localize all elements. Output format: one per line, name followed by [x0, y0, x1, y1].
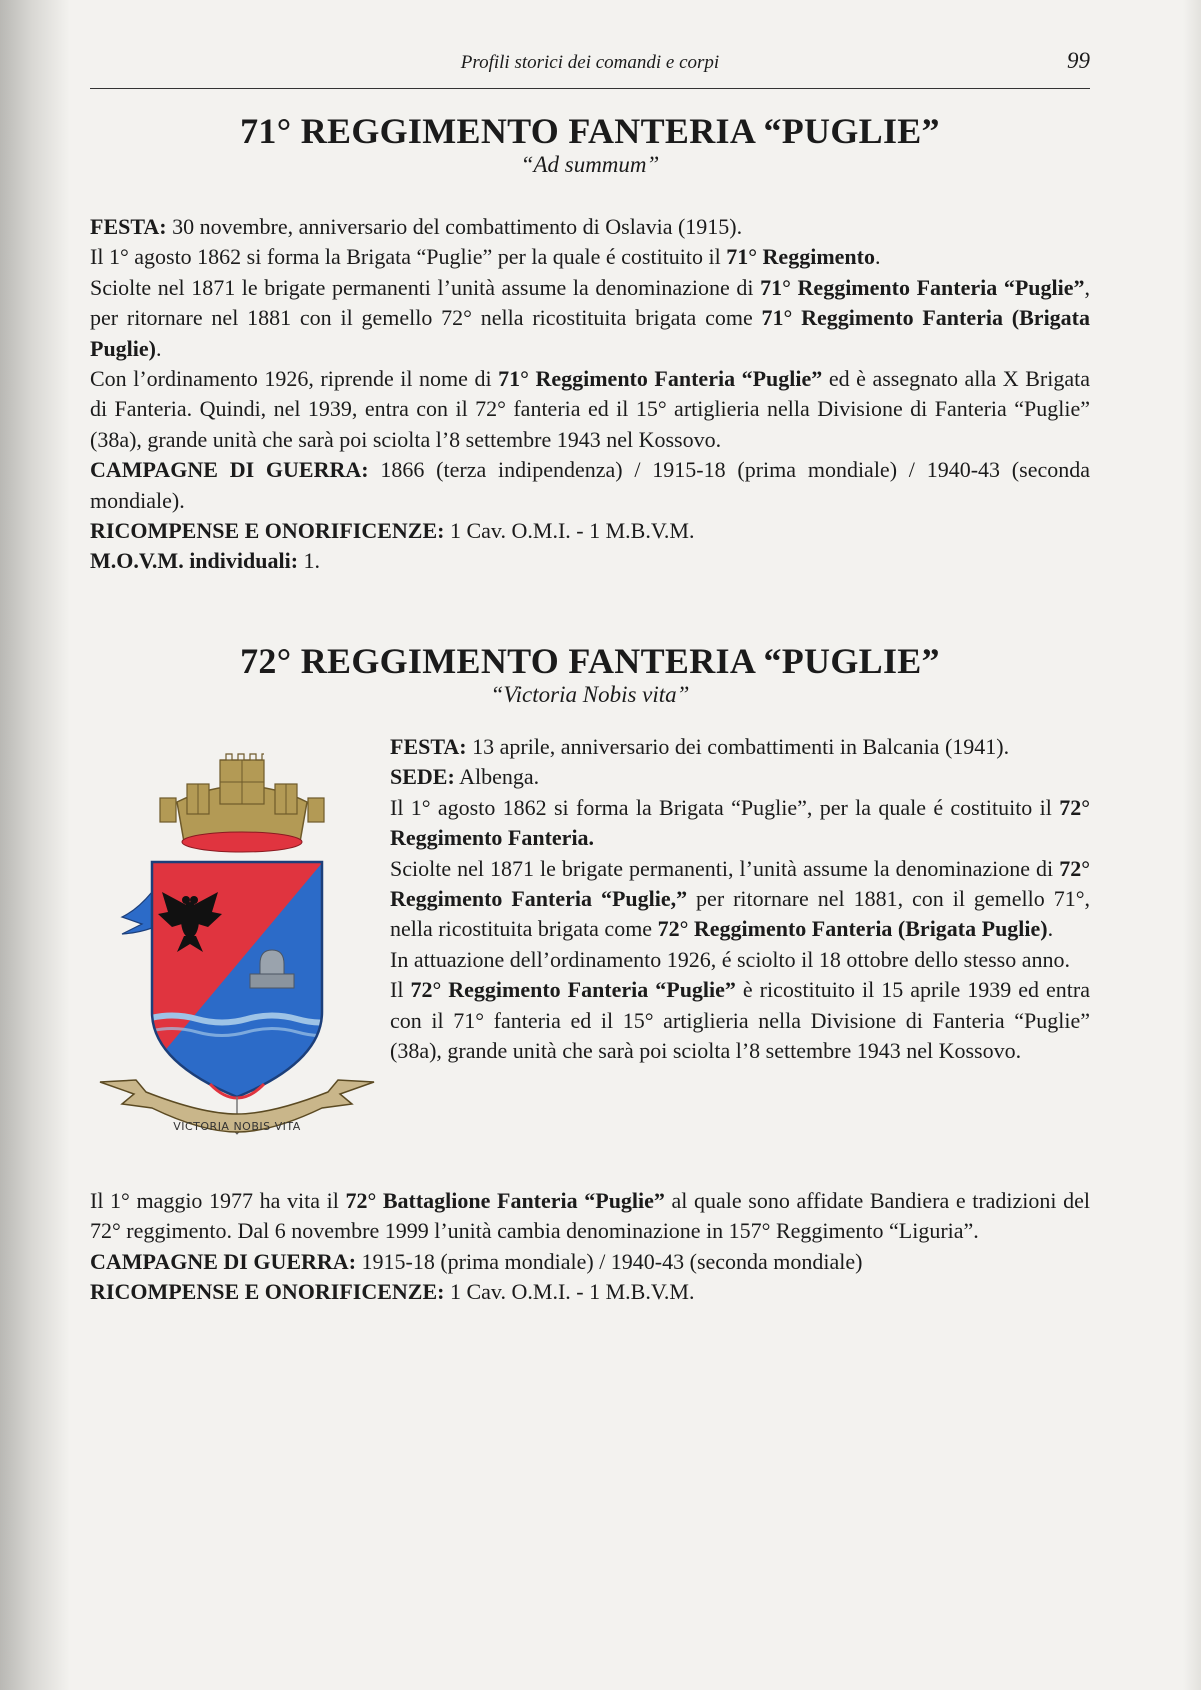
- movm-label: M.O.V.M. individuali:: [90, 548, 299, 574]
- paragraph-bold: 71° Reggimento Fanteria (Brigata Puglie): [90, 305, 1091, 361]
- festa-text: 13 aprile, anniversario dei combattimenti in Balcania (1941).: [466, 734, 1010, 759]
- paragraph-bold: 71° Reggimento: [726, 244, 875, 270]
- paragraph-text: ed è assegnato alla X Brigata di Fanteria. Quindi, nel 1939, entra con il 72° fanteria ed il 15° artiglieria nella Divisione di Fanteria “Puglie” (38a), grande unità che sarà poi sciolta l’8 settembre 1943 nel Kossovo.: [90, 366, 1090, 452]
- campagne-text: 1866 (terza indipendenza) / 1915-18 (prima mondiale) / 1940-43 (seconda mondiale).: [90, 457, 1090, 513]
- paragraph-bold: 72° Reggimento Fanteria “Puglie”: [410, 977, 736, 1003]
- section-body-72-full: [90, 1186, 1090, 1308]
- ricompense-line: [90, 516, 1090, 546]
- paragraph: [390, 975, 1090, 1066]
- paragraph-text: è ricostituito il 15 aprile 1939 ed entra con il 71° fanteria ed il 15° artiglieria nella Divisione di Fanteria “Puglie” (38a), grande unità che sarà poi sciolta l’8 settembre 1943 nel Kossovo.: [390, 977, 1090, 1064]
- running-title: Profili storici dei comandi e corpi: [460, 52, 720, 73]
- paragraph: [90, 273, 1090, 364]
- crest-motto: VICTORIA NOBIS VITA: [173, 1120, 301, 1133]
- movm-line: [90, 546, 1090, 576]
- paragraph-text: Sciolte nel 1871 le brigate permanenti, l’unità assume la denominazione di: [390, 855, 1060, 881]
- paragraph-text: Con l’ordinamento 1926, riprende il nome di: [90, 366, 499, 392]
- paragraph: [90, 364, 1090, 455]
- paragraph-text: al quale sono affidate Bandiera e tradizioni del 72° reggimento. Dal 6 novembre 1999 l’unità cambia denominazione in 157° Reggimento “Liguria”.: [90, 1188, 1090, 1244]
- section-title-72: 72° REGGIMENTO FANTERIA “PUGLIE”: [240, 641, 940, 681]
- paragraph-text: .: [1047, 916, 1054, 942]
- paragraph: [90, 242, 1090, 272]
- campagne-label: CAMPAGNE DI GUERRA:: [90, 457, 369, 483]
- paragraph-bold: 72° Battaglione Fanteria “Puglie”: [345, 1188, 665, 1213]
- ricompense-label: RICOMPENSE E ONORIFICENZE:: [90, 518, 445, 544]
- paragraph-text: Il 1° maggio 1977 ha vita il: [90, 1188, 346, 1213]
- paragraph-text: Il 1° agosto 1862 si forma la Brigata “Puglie” per la quale é costituito il: [90, 244, 727, 270]
- ricompense-text: 1 Cav. O.M.I. - 1 M.B.V.M.: [444, 518, 695, 544]
- sede-text: Albenga.: [454, 764, 540, 790]
- paragraph-text: .: [156, 335, 162, 361]
- section-body-71: [90, 212, 1090, 577]
- ricompense-text: 1 Cav. O.M.I. - 1 M.B.V.M.: [444, 1279, 695, 1305]
- ricompense-label: RICOMPENSE E ONORIFICENZE:: [90, 1279, 445, 1305]
- regimental-coat-of-arms: [92, 742, 392, 1158]
- festa-text: 30 novembre, anniversario del combattimento di Oslavia (1915).: [166, 214, 743, 239]
- paragraph-text: Il: [390, 977, 411, 1003]
- paragraph-text: Il 1° agosto 1862 si forma la Brigata “Puglie”, per la quale é costituito il: [390, 794, 1060, 820]
- ricompense-line: [90, 1277, 1090, 1307]
- sede-line: [390, 762, 1090, 792]
- festa-line: [90, 212, 1090, 242]
- festa-label: FESTA:: [390, 734, 467, 759]
- paragraph-bold: 72° Reggimento Fanteria.: [390, 794, 1090, 851]
- paragraph: [90, 1186, 1090, 1247]
- section-body-72-column: [390, 732, 1090, 1066]
- paragraph: [390, 945, 1090, 975]
- shield-icon: [147, 857, 337, 1107]
- paragraph-text: per ritornare nel 1881, con il gemello 71°, nella ricostituita brigata come: [390, 886, 1090, 942]
- festa-label: FESTA:: [90, 214, 167, 239]
- section-motto-72: “Victoria Nobis vita”: [490, 682, 690, 707]
- paragraph-bold: 71° Reggimento Fanteria “Puglie”: [498, 366, 823, 392]
- paragraph-text: .: [874, 244, 881, 270]
- paragraph-bold: 71° Reggimento Fanteria “Puglie”: [760, 274, 1085, 300]
- paragraph-text: , per ritornare nel 1881 con il gemello 72° nella ricostituita brigata come: [90, 274, 1090, 331]
- sede-label: SEDE:: [390, 764, 455, 790]
- paragraph: [390, 854, 1090, 945]
- paragraph: [390, 793, 1090, 854]
- page-header: [90, 48, 1090, 89]
- movm-text: 1.: [298, 548, 321, 574]
- page-edge-shadow: [1183, 0, 1201, 1690]
- campagne-text: 1915-18 (prima mondiale) / 1940-43 (seconda mondiale): [356, 1248, 863, 1274]
- mural-crown-icon: [160, 754, 324, 852]
- campagne-label: CAMPAGNE DI GUERRA:: [90, 1248, 357, 1274]
- paragraph-text: Sciolte nel 1871 le brigate permanenti l’unità assume la denominazione di: [90, 274, 761, 300]
- campagne-line: [90, 455, 1090, 516]
- paragraph-text: In attuazione dell’ordinamento 1926, é sciolto il 18 ottobre dello stesso anno.: [390, 946, 1071, 972]
- festa-line: [390, 732, 1090, 762]
- section-title-71: 71° REGGIMENTO FANTERIA “PUGLIE”: [240, 111, 940, 151]
- paragraph-bold: 72° Reggimento Fanteria “Puglie,”: [390, 855, 1090, 912]
- section-motto-71: “Ad summum”: [520, 152, 660, 177]
- page-number: 99: [1067, 48, 1090, 73]
- page-binding-shadow: [0, 0, 70, 1690]
- campagne-line: [90, 1247, 1090, 1277]
- paragraph-bold: 72° Reggimento Fanteria (Brigata Puglie): [657, 916, 1048, 942]
